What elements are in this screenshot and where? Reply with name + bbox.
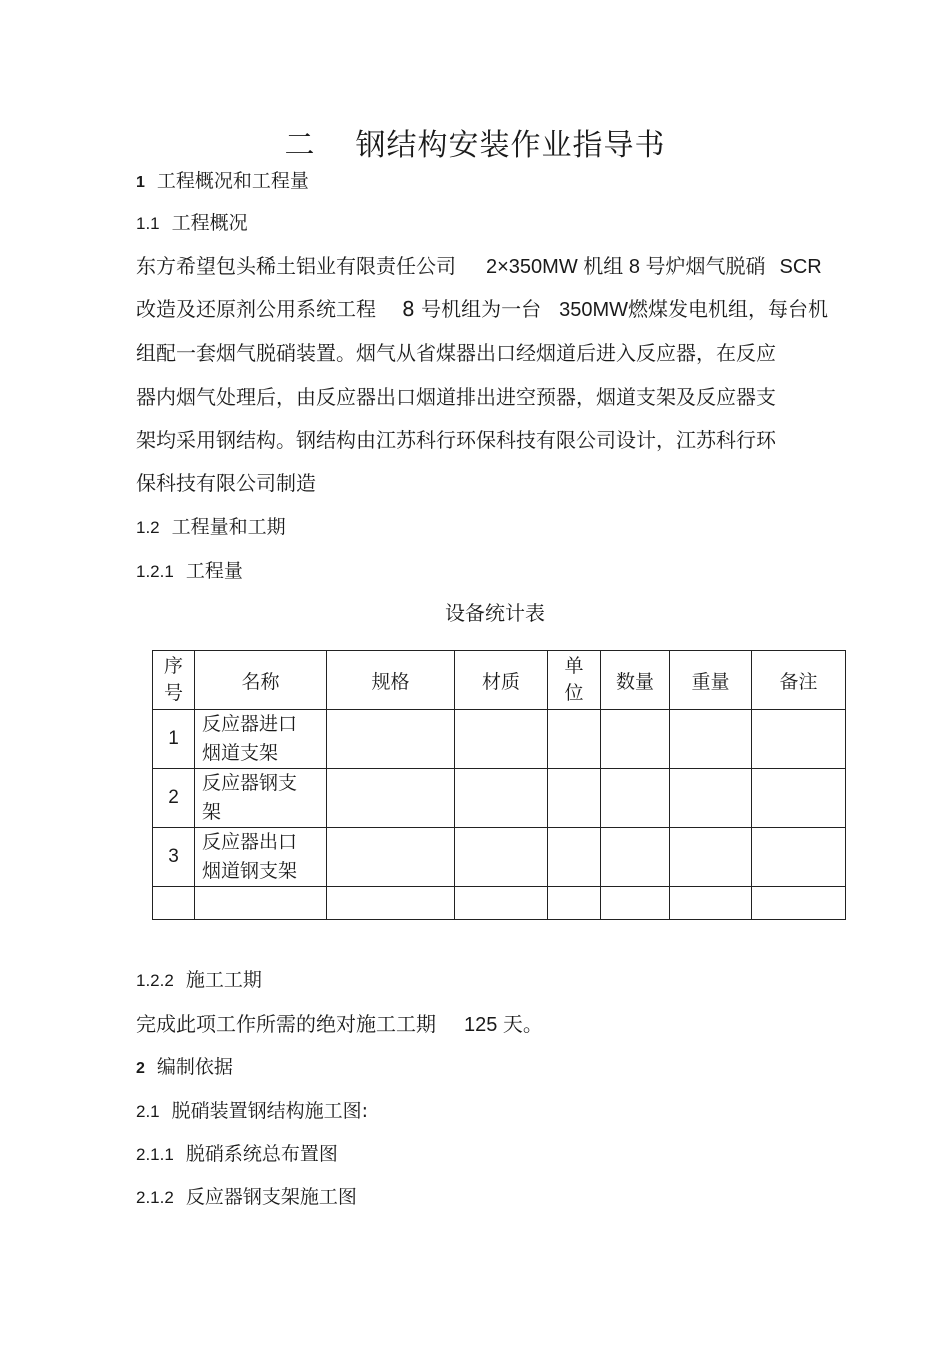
- section-number: 2.1.1: [136, 1145, 174, 1164]
- section-number: 2: [136, 1060, 145, 1077]
- section-number: 1.2.1: [136, 562, 174, 581]
- section-1-2-heading: [136, 512, 286, 539]
- section-title: 反应器钢支架施工图: [185, 1186, 357, 1208]
- para1-line4: 器内烟气处理后，由反应器出口烟道排出进空预器，烟道支架及反应器支: [136, 385, 776, 409]
- section-title: 工程量和工期: [171, 516, 286, 538]
- section-number: 1.1: [136, 214, 160, 233]
- header-material: 材质: [455, 651, 548, 710]
- cell-name: 反应器出口 烟道钢支架: [195, 828, 327, 887]
- section-title: 工程概况: [171, 212, 248, 234]
- table-row-empty: [153, 887, 846, 920]
- section-title: 脱硝系统总布置图: [185, 1143, 338, 1165]
- section-number: 2.1: [136, 1102, 160, 1121]
- section-2-1-2-heading: [136, 1182, 357, 1209]
- equipment-table: [152, 650, 846, 920]
- section-title: 工程概况和工程量: [156, 170, 309, 192]
- section-number: 1.2: [136, 518, 160, 537]
- cell-seq: 3: [153, 828, 195, 887]
- table-caption: 设备统计表: [445, 601, 545, 625]
- para1-line5: 架均采用钢结构。钢结构由江苏科行环保科技有限公司设计，江苏科行环: [136, 428, 776, 452]
- title-part-number: 二: [284, 128, 316, 163]
- section-2-1-1-heading: [136, 1139, 338, 1166]
- section-2-1-heading: [136, 1096, 368, 1123]
- section-number: 1: [136, 174, 145, 191]
- section-2-heading: [136, 1052, 233, 1079]
- document-title: [0, 120, 950, 164]
- para1-line6: 保科技有限公司制造: [136, 471, 316, 495]
- section-1-2-2-heading: [136, 965, 262, 992]
- cell-seq: 2: [153, 769, 195, 828]
- section-number: 1.2.2: [136, 971, 174, 990]
- header-spec: 规格: [327, 651, 455, 710]
- para1-line1: 东方希望包头稀土铝业有限责任公司 2×350MW 机组 8 号炉烟气脱硝 SCR: [136, 254, 822, 278]
- para1-line3: 组配一套烟气脱硝装置。烟气从省煤器出口经烟道后进入反应器，在反应: [136, 341, 776, 365]
- section-title: 脱硝装置钢结构施工图:: [171, 1100, 369, 1122]
- title-text: 钢结构安装作业指导书: [355, 128, 666, 163]
- header-note: 备注: [752, 651, 846, 710]
- para1-line2: 改造及还原剂公用系统工程 8 号机组为一台 350MW燃煤发电机组，每台机: [136, 297, 828, 321]
- header-qty: 数量: [601, 651, 670, 710]
- table-row: [153, 828, 846, 887]
- header-weight: 重量: [670, 651, 752, 710]
- cell-name: 反应器钢支 架: [195, 769, 327, 828]
- section-1-1-heading: [136, 208, 248, 235]
- section-number: 2.1.2: [136, 1188, 174, 1207]
- section-1-2-1-heading: [136, 556, 243, 583]
- table-row: [153, 769, 846, 828]
- section-title: 施工工期: [185, 969, 262, 991]
- header-unit: 单 位: [548, 651, 601, 710]
- table-header-row: [153, 651, 846, 710]
- cell-name: 反应器进口 烟道支架: [195, 710, 327, 769]
- para2: 完成此项工作所需的绝对施工工期 125 天。: [136, 1012, 543, 1036]
- section-title: 编制依据: [156, 1056, 233, 1078]
- section-1-heading: [136, 166, 309, 193]
- header-name: 名称: [195, 651, 327, 710]
- cell-seq: 1: [153, 710, 195, 769]
- table-row: [153, 710, 846, 769]
- section-title: 工程量: [185, 560, 243, 582]
- header-seq: 序 号: [153, 651, 195, 710]
